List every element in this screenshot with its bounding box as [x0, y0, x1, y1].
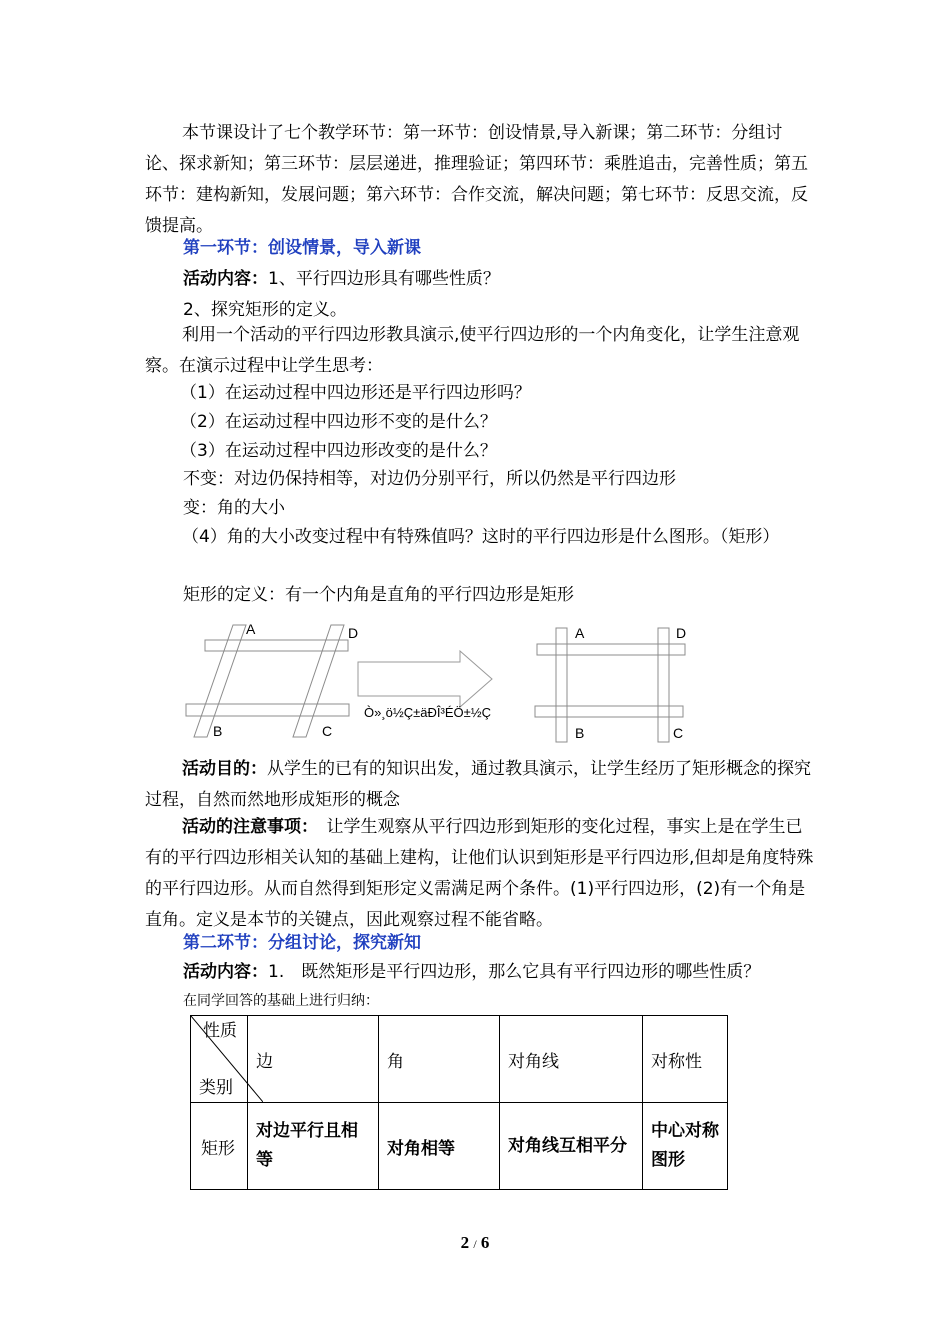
cell-angle: 对角相等 [379, 1103, 500, 1190]
activity-item-1: 1、平行四边形具有哪些性质？ [268, 269, 500, 289]
rectangle-definition: 矩形的定义：有一个内角是直角的平行四边形是矩形 [183, 585, 574, 605]
right-label-a: A [575, 625, 585, 641]
left-label-b: B [213, 723, 223, 739]
transform-arrow-icon [358, 651, 492, 707]
left-parallelogram [186, 625, 349, 737]
intro-paragraph: 本节课设计了七个教学环节：第一环节：创设情景,导入新课；第二环节：分组讨论、探求新知；第三环节：层层递进，推理验证；第四环节：乘胜追击，完善性质；第五环节：建构新知，发展问题；第六环节：合作交流，解决问题；第七环节：反思交流，反馈提高。 [145, 123, 808, 236]
right-rectangle [535, 628, 685, 742]
row-label: 矩形 [191, 1103, 248, 1190]
purpose-paragraph [145, 754, 815, 816]
demo-paragraph: 利用一个活动的平行四边形教具演示,使平行四边形的一个内角变化，让学生注意观察。在演示过程中让学生思考： [145, 325, 800, 376]
left-bottom-bar [186, 704, 349, 716]
left-label-c: C [322, 723, 333, 739]
question-2: （2）在运动过程中四边形不变的是什么？ [180, 412, 497, 432]
header-diagonal: 对角线 [500, 1016, 643, 1103]
summary-intro: 在同学回答的基础上进行归纳： [183, 993, 379, 1009]
right-label-c: C [673, 725, 684, 741]
question-1: （1）在运动过程中四边形还是平行四边形吗？ [180, 383, 531, 403]
left-top-bar [205, 640, 348, 651]
section2-activity-text: 1. 既然矩形是平行四边形，那么它具有平行四边形的哪些性质？ [268, 962, 761, 982]
notes-label: 活动的注意事项： [182, 817, 310, 837]
page-current: 2 [460, 1233, 470, 1252]
table-header-row [191, 1016, 728, 1103]
activity-item-2: 2、探究矩形的定义。 [183, 300, 347, 320]
right-bottom-bar [535, 706, 683, 717]
page-separator: / [473, 1237, 477, 1251]
right-label-d: D [676, 625, 687, 641]
page-number [0, 1233, 950, 1253]
section1-heading: 第一环节：创设情景，导入新课 [183, 238, 421, 258]
header-side: 边 [248, 1016, 379, 1103]
table-corner-cell [191, 1016, 248, 1103]
corner-bottom-label: 类别 [199, 1078, 233, 1098]
activity-label: 活动内容： [183, 269, 268, 289]
cell-symmetry: 中心对称图形 [643, 1103, 728, 1190]
left-slant-bar-2 [293, 625, 344, 737]
notes-paragraph [145, 812, 815, 936]
header-angle: 角 [379, 1016, 500, 1103]
table-row [191, 1103, 728, 1190]
section2-heading: 第二环节：分组讨论，探究新知 [183, 933, 421, 953]
page-total: 6 [480, 1233, 490, 1252]
left-label-d: D [348, 625, 359, 641]
unchanged-text: 不变：对边仍保持相等，对边仍分别平行，所以仍然是平行四边形 [183, 469, 676, 489]
header-symmetry: 对称性 [643, 1016, 728, 1103]
arrow-caption: Ò»¸ö½Ç±äÐÎ³ÉÖ±½Ç [364, 705, 491, 720]
right-label-b: B [575, 725, 585, 741]
cell-diagonal: 对角线互相平分 [500, 1103, 643, 1190]
right-top-bar [537, 644, 685, 655]
right-left-bar [556, 628, 567, 742]
section2-activity-line [183, 957, 760, 988]
left-slant-bar-1 [194, 625, 246, 737]
question-4: （4）角的大小改变过程中有特殊值吗？这时的平行四边形是什么图形。（矩形） [182, 527, 780, 547]
notes-text: 让学生观察从平行四边形到矩形的变化过程，事实上是在学生已有的平行四边形相关认知的基础上建构，让他们认识到矩形是平行四边形,但却是角度特殊的平行四边形。从而自然得到矩形定义需满足两个条件。(1)平行四边形，(2)有一个角是直角。定义是本节的关键点，因此观察过程不能省略。 [145, 817, 814, 930]
section2-activity-label: 活动内容： [183, 962, 268, 982]
purpose-label: 活动目的： [182, 759, 267, 779]
left-label-a: A [246, 621, 256, 637]
purpose-text: 从学生的已有的知识出发，通过教具演示，让学生经历了矩形概念的探究过程，自然而然地形成矩形的概念 [145, 759, 811, 810]
question-3: （3）在运动过程中四边形改变的是什么？ [180, 441, 497, 461]
cell-side: 对边平行且相等 [248, 1103, 379, 1190]
changed-text: 变：角的大小 [183, 498, 285, 518]
properties-table [190, 1015, 728, 1190]
corner-top-label: 性质 [203, 1021, 237, 1041]
right-right-bar [658, 628, 669, 742]
